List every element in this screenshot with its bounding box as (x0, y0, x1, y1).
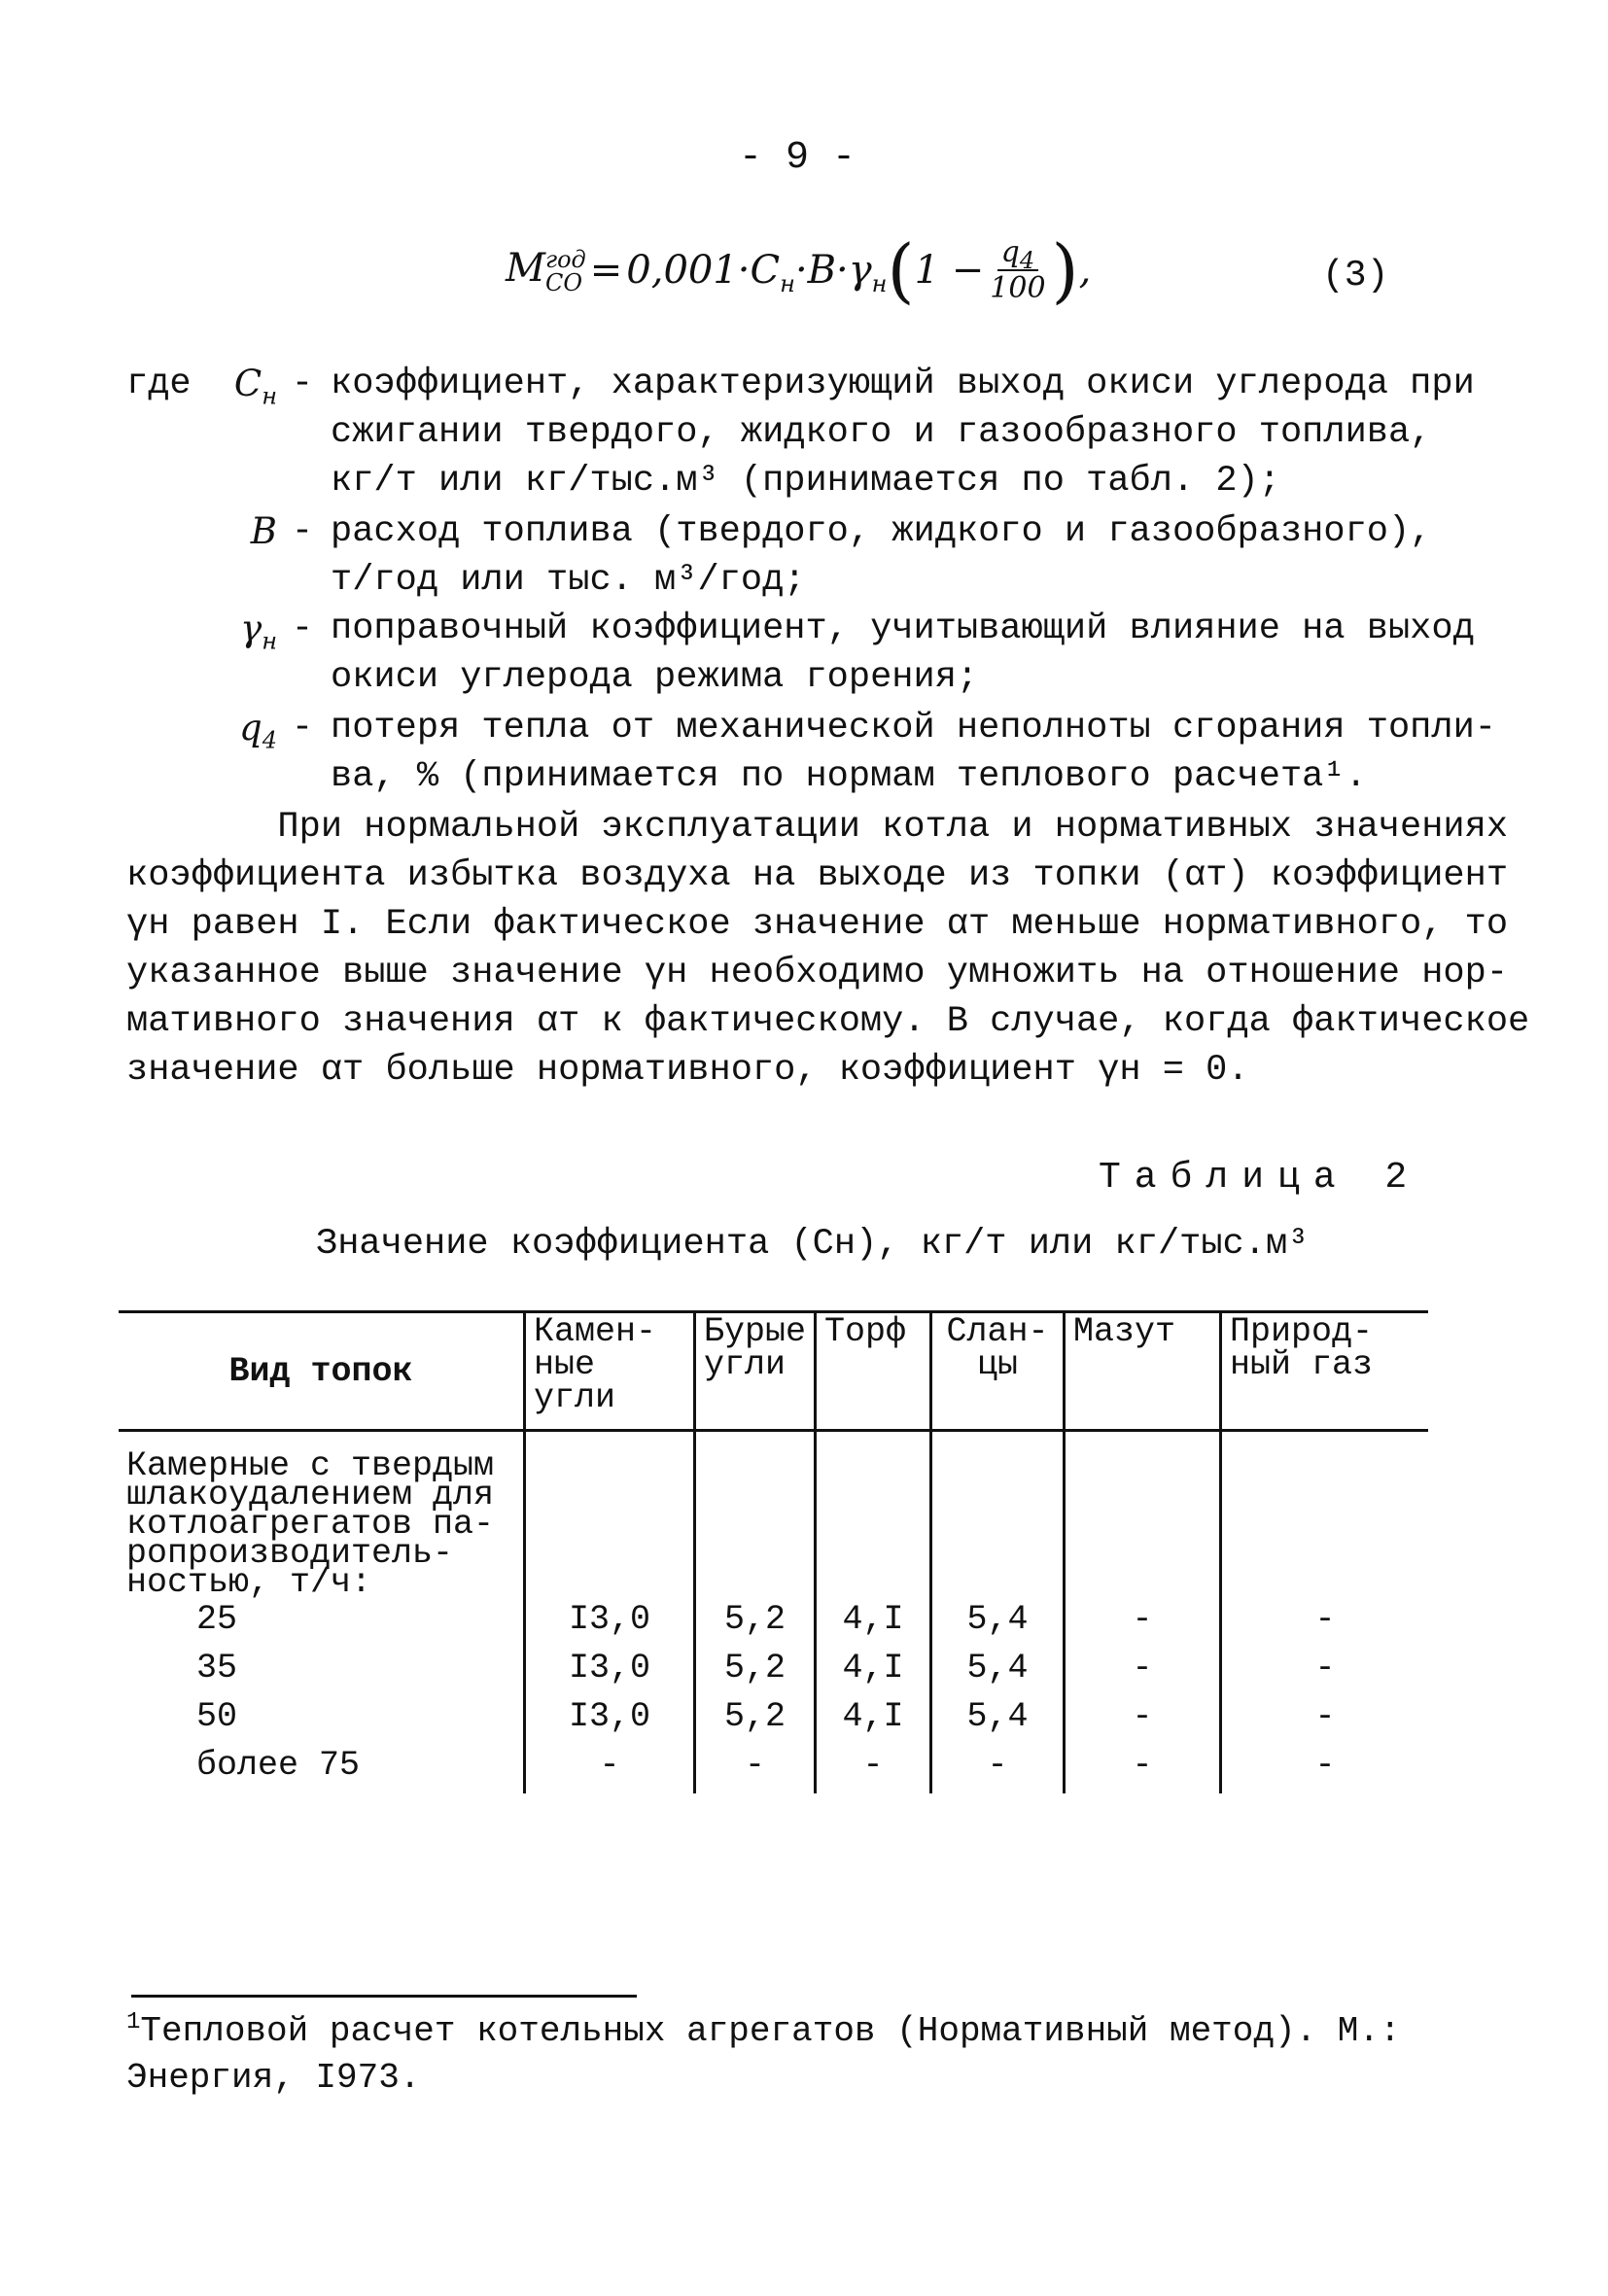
cell: 5,2 (695, 1599, 816, 1648)
def-dash: - (291, 511, 314, 552)
formula-lhs: M год CO (506, 246, 586, 296)
cell: - (1065, 1648, 1221, 1696)
table-row (119, 1745, 1428, 1793)
formula (506, 229, 1092, 311)
formula-paren-close: ) (1051, 229, 1079, 311)
header-cell: Торф (816, 1312, 931, 1431)
paragraph-line: γн равен I. Если фактическое значение αт меньше нормативного, то (126, 904, 1509, 945)
paragraph-line: При нормальной эксплуатации котла и нормативных значениях (126, 807, 1509, 848)
footnote-rule (131, 1995, 637, 1998)
def-line: потеря тепла от механической неполноты сгорания топли- (331, 708, 1496, 748)
paragraph-line: значение αт больше нормативного, коэффициент γн = 0. (126, 1050, 1249, 1091)
table-row (119, 1648, 1428, 1696)
cell: 5,2 (695, 1648, 816, 1696)
def-symbol-b: B (250, 510, 277, 552)
footnote-line: Тепловой расчет котельных агрегатов (Нормативный метод). М.: (140, 2011, 1401, 2051)
formula-one-minus: 1 − (914, 248, 985, 293)
cell: - (1221, 1696, 1429, 1745)
def-line: ва, % (принимается по нормам теплового расчета¹. (331, 756, 1367, 797)
table-row (119, 1599, 1428, 1648)
cell: - (816, 1745, 931, 1793)
cell: - (931, 1745, 1065, 1793)
cell: 5,4 (931, 1648, 1065, 1696)
table-label: Таблица 2 (1099, 1157, 1421, 1199)
def-line: поправочный коэффициент, учитывающий влияние на выход (331, 609, 1475, 649)
table-caption: Значение коэффициента (Cн), кг/т или кг/тыс.м³ (316, 1224, 1310, 1265)
def-line: сжигании твердого, жидкого и газообразного топлива, (331, 412, 1432, 453)
formula-c: $C_н$ (750, 248, 795, 297)
cell: I3,0 (525, 1648, 695, 1696)
body-paragraph (126, 803, 1530, 1095)
formula-gamma: $\gamma_н$ (848, 248, 888, 297)
footnote-mark: 1 (126, 2009, 141, 2035)
page-number: - 9 - (739, 136, 856, 180)
header-fuel-type: Вид топок (119, 1312, 525, 1431)
formula-b: ·B· (794, 248, 849, 293)
def-line: коэффициент, характеризующий выход окиси углерода при (331, 364, 1475, 404)
cell: - (1065, 1745, 1221, 1793)
row-label: 35 (196, 1649, 238, 1687)
paragraph-line: коэффициента избытка воздуха на выходе из топки (αт) коэффициент (126, 855, 1509, 896)
table-row (119, 1431, 1428, 1600)
def-line: кг/т или кг/тыс.м³ (принимается по табл. 2); (331, 461, 1280, 502)
cell: 5,4 (931, 1696, 1065, 1745)
def-symbol-q4: $q_4$ (239, 707, 277, 754)
def-line: т/год или тыс. м³/год; (331, 560, 806, 601)
cell: I3,0 (525, 1599, 695, 1648)
footnote (126, 2008, 1401, 2102)
header-cell: Бурые угли (695, 1312, 816, 1431)
formula-equals: = (589, 248, 623, 293)
formula-fraction: $\frac{q_4}{100}$ (990, 235, 1046, 305)
coefficient-table (119, 1310, 1428, 1793)
def-dash: - (291, 708, 314, 748)
header-cell: Слан- цы (931, 1312, 1065, 1431)
header-cell: Камен- ные угли (525, 1312, 695, 1431)
formula-coef: 0,001· (626, 248, 751, 293)
table-row-description: Камерные с твердым шлакоудалением для котлоагрегатов па- ропроизводитель- ностью, т/ч: (126, 1446, 495, 1602)
paragraph-line: указанное выше значение γн необходимо умножить на отношение нор- (126, 953, 1509, 993)
row-label: 25 (196, 1600, 238, 1639)
def-line: окиси углерода режима горения; (331, 657, 979, 698)
cell: 4,I (816, 1696, 931, 1745)
header-cell: Мазут (1065, 1312, 1221, 1431)
cell: 5,2 (695, 1696, 816, 1745)
where-label: где (126, 364, 192, 404)
def-dash: - (291, 609, 314, 649)
def-symbol-gamma: $\gamma_н$ (240, 608, 277, 655)
def-line: расход топлива (твердого, жидкого и газообразного), (331, 511, 1432, 552)
formula-paren-open: ( (887, 229, 915, 311)
row-label: 50 (196, 1697, 238, 1736)
table-row (119, 1696, 1428, 1745)
cell: 4,I (816, 1648, 931, 1696)
paragraph-line: мативного значения αт к фактическому. В случае, когда фактическое (126, 1001, 1530, 1042)
formula-trailing: , (1078, 248, 1092, 293)
row-label: более 75 (196, 1746, 361, 1785)
cell: 5,4 (931, 1599, 1065, 1648)
cell: - (1221, 1599, 1429, 1648)
table-header-row (119, 1312, 1428, 1431)
cell: - (1221, 1648, 1429, 1696)
cell: - (1221, 1745, 1429, 1793)
cell: - (525, 1745, 695, 1793)
cell: I3,0 (525, 1696, 695, 1745)
header-cell: Природ- ный газ (1221, 1312, 1429, 1431)
def-symbol-c: $C_н$ (233, 363, 277, 410)
def-dash: - (291, 364, 314, 404)
cell: - (1065, 1599, 1221, 1648)
cell: - (695, 1745, 816, 1793)
equation-number: (3) (1322, 255, 1389, 296)
cell: - (1065, 1696, 1221, 1745)
cell: 4,I (816, 1599, 931, 1648)
footnote-line: Энергия, I973. (126, 2058, 421, 2098)
